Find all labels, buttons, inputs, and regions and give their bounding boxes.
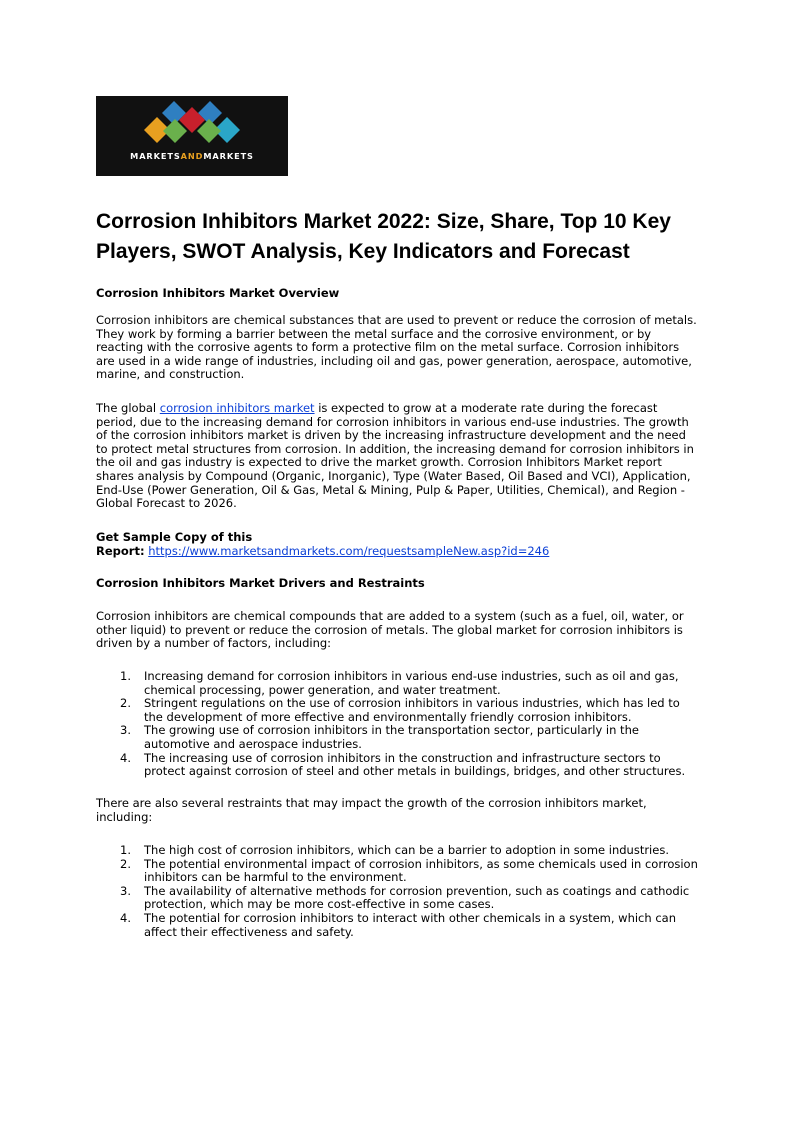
restraints-intro: There are also several restraints that may impact the growth of the corrosion inhibitors market, including:	[96, 796, 647, 824]
sample-copy-section	[96, 531, 700, 558]
sample-copy-heading: Get Sample Copy of this	[96, 530, 253, 544]
restraints-list	[96, 844, 700, 939]
list-item: 3. The availability of alternative methods for corrosion prevention, such as coatings and cathodic protection, which may be more cost-effective in some cases.	[120, 883, 690, 912]
list-item: 2. Stringent regulations on the use of corrosion inhibitors in various industries, which has led to the development of more effective and environmentally friendly corrosion inhibitors.	[120, 696, 680, 724]
list-item: 4. The potential for corrosion inhibitors to interact with other chemicals in a system, which can affect their effectiveness and safety.	[120, 910, 676, 939]
page-title: Corrosion Inhibitors Market 2022: Size, Share, Top 10 Key Players, SWOT Analysis, Key Indicators and Forecast	[96, 210, 671, 263]
overview-heading: Corrosion Inhibitors Market Overview	[96, 286, 340, 300]
overview-paragraph-2: The global corrosion inhibitors market is expected to grow at a moderate rate during the forecast period, due to the increasing demand for corrosion inhibitors in various end-use industries. The growth of the corrosion inhibitors market is driven by the increasing infrastructure development and the need to protect metal structures from corrosion. In addition, the increasing demand for corrosion inhibitors in the oil and gas industry is expected to drive the market growth. Corrosion Inhibitors Market report shares analysis by Compound (Organic, Inorganic), Type (Water Based, Oil Based and VCI), Application, End-Use (Power Generation, Oil & Gas, Metal & Mining, Pulp & Paper, Utilities, Chemical), and Region - Global Forecast to 2026.	[96, 401, 694, 511]
drivers-heading: Corrosion Inhibitors Market Drivers and Restraints	[96, 576, 425, 590]
marketsandmarkets-logo	[96, 96, 288, 176]
overview-paragraph-1: Corrosion inhibitors are chemical substances that are used to prevent or reduce the corrosion of metals. They work by forming a barrier between the metal surface and the corrosive environment, or by reacting with the corrosive agents to form a protective film on the metal surface. Corrosion inhibitors are used in a wide range of industries, including oil and gas, power generation, aerospace, automotive, marine, and construction.	[96, 313, 697, 382]
report-label: Report:	[96, 543, 145, 558]
list-item: 2. The potential environmental impact of corrosion inhibitors, as some chemicals used in corrosion inhibitors can be harmful to the environment.	[120, 856, 698, 885]
list-item: 1. Increasing demand for corrosion inhibitors in various end-use industries, such as oil and gas, chemical processing, power generation, and water treatment.	[120, 669, 679, 697]
list-item: 1. The high cost of corrosion inhibitors, which can be a barrier to adoption in some industries.	[120, 843, 669, 857]
drivers-intro: Corrosion inhibitors are chemical compounds that are added to a system (such as a fuel, oil, water, or other liquid) to prevent or reduce the corrosion of metals. The global market for corrosion inhibitors is driven by a number of factors, including:	[96, 609, 684, 651]
list-item: 4. The increasing use of corrosion inhibitors in the construction and infrastructure sectors to protect against corrosion of steel and other metals in buildings, bridges, and other structures.	[120, 750, 686, 779]
logo-wordmark: MARKETSANDMARKETS	[130, 151, 254, 161]
drivers-list	[96, 670, 700, 779]
diamond-logo-icon	[143, 99, 241, 151]
list-item: 3. The growing use of corrosion inhibitors in the transportation sector, particularly in the automotive and aerospace industries.	[120, 723, 639, 751]
corrosion-inhibitors-market-link[interactable]: corrosion inhibitors market	[159, 401, 315, 415]
sample-report-link[interactable]: https://www.marketsandmarkets.com/requestsampleNew.asp?id=246	[148, 543, 550, 558]
